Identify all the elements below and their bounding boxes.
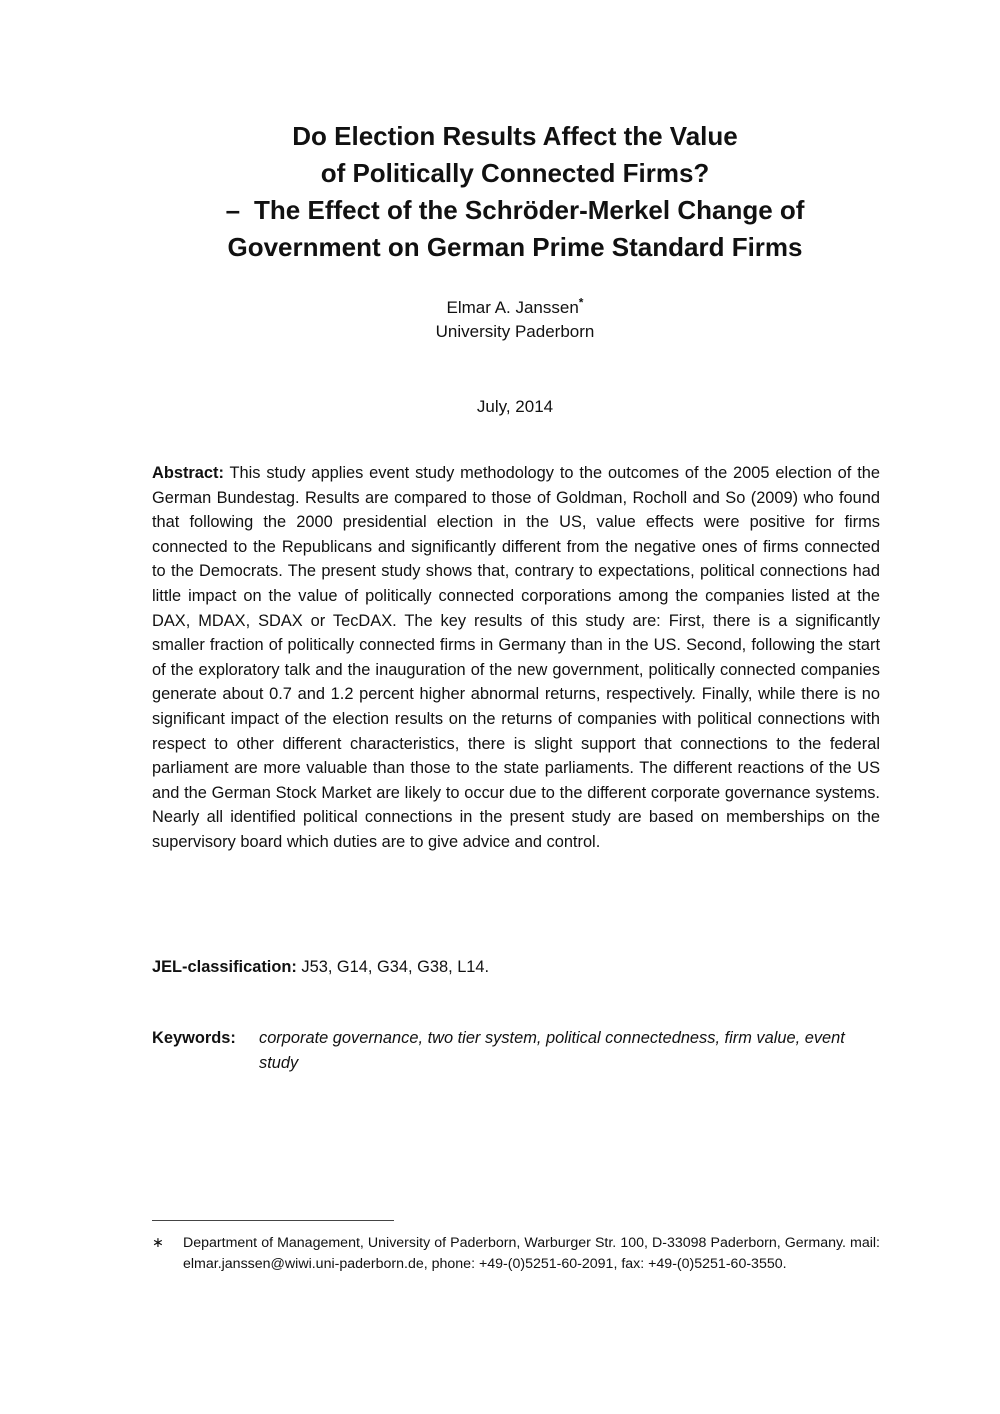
title-line-1: Do Election Results Affect the Value	[292, 121, 738, 151]
author-footnote-marker: *	[578, 295, 584, 310]
paper-title	[150, 118, 880, 266]
jel-classification	[152, 955, 489, 979]
abstract-text: This study applies event study methodology to the outcomes of the 2005 election of the German Bundestag. Results are compared to those of Goldman, Rocholl and So (2009) who found that following the 2000 presidential election in the US, value effects were positive for firms connected to the Republicans and significantly different from the negative ones of firms connected to the Democrats. The present study shows that, contrary to expectations, political connections had little impact on the value of politically connected corporations among the companies listed at the DAX, MDAX, SDAX or TecDAX. The key results of this study are: First, there is a significantly smaller fraction of politically connected firms in Germany than in the US. Second, following the start of the exploratory talk and the inauguration of the new government, politically connected companies generate about 0.7 and 1.2 percent higher abnormal returns, respectively. Finally, while there is no significant impact of the election results on the returns of companies with political connections with respect to other different characteristics, there is slight support that connections to the federal parliament are more valuable than those to the state parliaments. The different reactions of the US and the German Stock Market are likely to occur due to the different corporate governance systems. Nearly all identified political connections in the present study are based on memberships on the supervisory board which duties are to give advice and control.	[152, 464, 880, 851]
paper-date: July, 2014	[476, 397, 554, 416]
keywords-label: Keywords:	[152, 1029, 236, 1047]
footnote-divider	[152, 1220, 394, 1221]
subtitle-dash: –	[225, 195, 241, 225]
author-block	[150, 296, 880, 344]
subtitle-line-1-text: The Effect of the Schröder-Merkel Change of	[254, 195, 805, 225]
abstract-label: Abstract:	[152, 464, 224, 482]
author-affiliation: University Paderborn	[435, 322, 595, 341]
abstract	[152, 461, 880, 855]
jel-label: JEL-classification:	[152, 958, 297, 976]
author-name-line	[150, 296, 880, 320]
footnote-marker: ∗	[152, 1235, 164, 1251]
title-line-2: of Politically Connected Firms?	[320, 158, 710, 188]
author-name: Elmar A. Janssen	[446, 298, 579, 317]
jel-codes: J53, G14, G34, G38, L14.	[301, 958, 490, 976]
footnote-text: Department of Management, University of Paderborn, Warburger Str. 100, D-33098 Paderborn, Germany. mail: elmar.janssen@wiwi.uni-paderborn.de, phone: +49-(0)5251-60-2091, fax: +49-(0)5251-60-3550.	[183, 1235, 880, 1272]
subtitle-line-2: Government on German Prime Standard Firms	[227, 232, 803, 262]
keywords-text: corporate governance, two tier system, political connectedness, firm value, event study	[259, 1029, 845, 1072]
subtitle-line-1	[150, 192, 880, 229]
